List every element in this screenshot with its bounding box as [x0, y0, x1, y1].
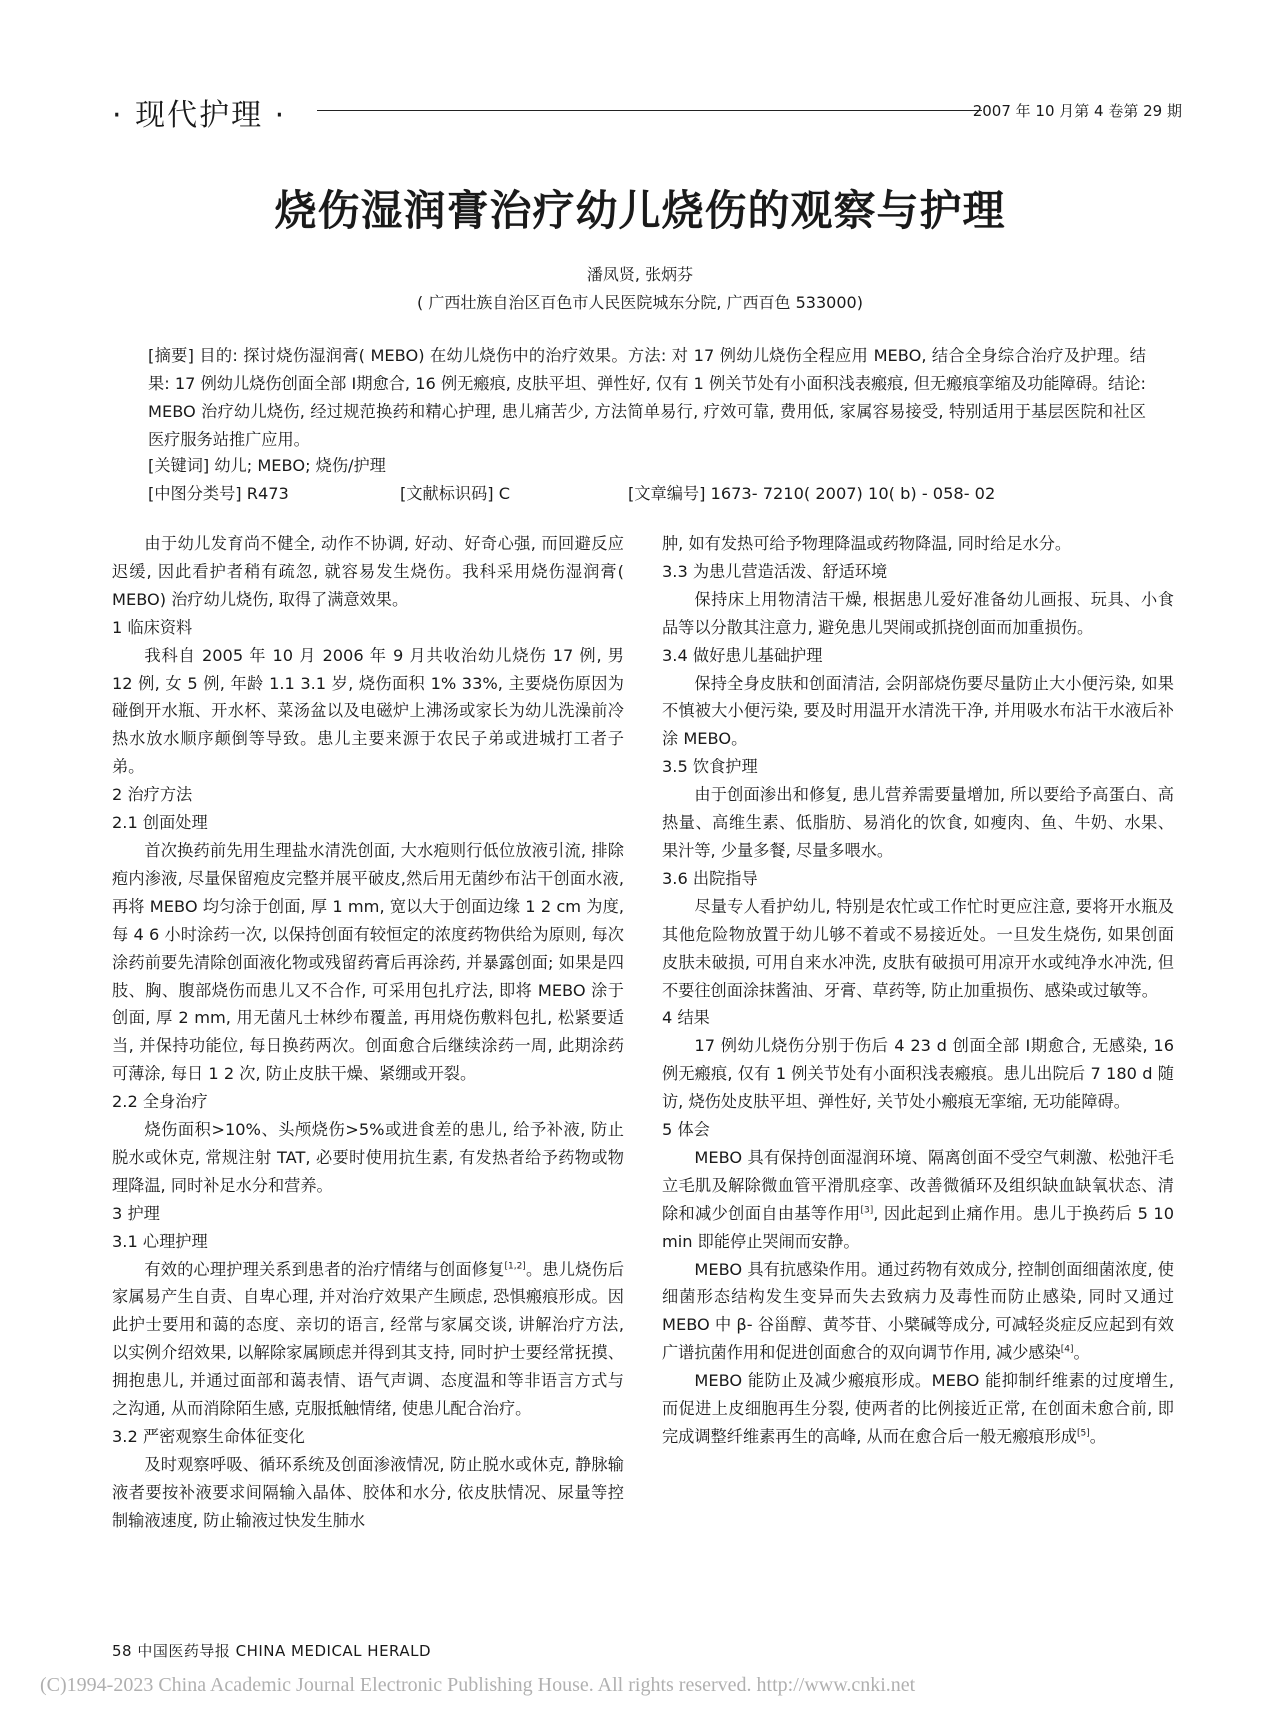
authors: 潘凤贤, 张炳芬 — [586, 265, 694, 284]
body-paragraph: 由于创面渗出和修复, 患儿营养需要量增加, 所以要给予高蛋白、高热量、高维生素、低脂肪、易消化的饮食, 如瘦肉、鱼、牛奶、水果、果汁等, 少量多餐, 尽量多喂水。 — [662, 785, 1174, 860]
body-paragraph: 保持床上用物清洁干燥, 根据患儿爱好准备幼儿画报、玩具、小食品等以分散其注意力, 避免患儿哭闹或抓挠创面而加重损伤。 — [662, 589, 1174, 637]
document-code: [文献标识码] C — [400, 484, 511, 503]
right-column — [662, 530, 1174, 1451]
page-footer: 58 中国医药导报 CHINA MEDICAL HERALD — [112, 1642, 432, 1660]
issue-info: 2007 年 10 月第 4 卷第 29 期 — [972, 102, 1182, 120]
subsection-heading: 3.6 出院指导 — [662, 868, 758, 888]
keywords: [关键词] 幼儿; MEBO; 烧伤/护理 — [148, 456, 386, 475]
subsection-heading: 3.3 为患儿营造活泼、舒适环境 — [662, 561, 888, 581]
section-heading: 1 临床资料 — [112, 617, 193, 637]
section-heading: 5 体会 — [662, 1120, 710, 1140]
subsection-heading: 3.4 做好患儿基础护理 — [662, 645, 823, 665]
affiliation: ( 广西壮族自治区百色市人民医院城东分院, 广西百色 533000) — [417, 293, 863, 312]
text-run: MEBO 具有抗感染作用。通过药物有效成分, 控制创面细菌浓度, 使细菌形态结构发生变异而失去致病力及毒性而防止感染, 同时又通过 MEBO 中 β- 谷甾醇、黄芩苷、小檗碱等成分, 可减轻炎症反应起到有效广谱抗菌作用和促进创面愈合的双向调节作用, 减少感染 — [662, 1259, 1174, 1363]
section-heading: 4 结果 — [662, 1008, 710, 1028]
body-paragraph: 尽量专人看护幼儿, 特别是农忙或工作忙时更应注意, 要将开水瓶及其他危险物放置于幼儿够不着或不易接近处。一旦发生烧伤, 如果创面皮肤未破损, 可用自来水冲洗, 皮肤有破损可用凉开水或纯净水冲洗, 但不要往创面涂抹酱油、牙膏、草药等, 防止加重损伤、感染或过敏等。 — [662, 896, 1174, 1000]
text-run: 。 — [1073, 1343, 1090, 1363]
subsection-heading: 3.2 严密观察生命体征变化 — [112, 1427, 305, 1446]
header-rule — [317, 110, 982, 111]
intro-paragraph: 由于幼儿发育尚不健全, 动作不协调, 好动、好奇心强, 而回避反应迟缓, 因此看护者稍有疏忽, 就容易发生烧伤。我科采用烧伤湿润膏( MEBO) 治疗幼儿烧伤, 取得了满意效果。 — [112, 534, 624, 609]
journal-header — [112, 88, 1182, 133]
abstract — [148, 342, 1146, 454]
body-paragraph: 保持全身皮肤和创面清洁, 会阴部烧伤要尽量防止大小便污染, 如果不慎被大小便污染, 要及时用温开水清洗干净, 并用吸水布沾干水液后补涂 MEBO。 — [662, 673, 1174, 749]
text-run: MEBO 能防止及减少瘢痕形成。MEBO 能抑制纤维素的过度增生, 而促进上皮细胞再生分裂, 使两者的比例接近正常, 在创面未愈合前, 即完成调整纤维素再生的高峰, 从而在愈合后一般无瘢痕形成 — [662, 1371, 1174, 1446]
article-title: 烧伤湿润膏治疗幼儿烧伤的观察与护理 — [274, 186, 1006, 235]
abstract-text: [摘要] 目的: 探讨烧伤湿润膏( MEBO) 在幼儿烧伤中的治疗效果。方法: 对 17 例幼儿烧伤全程应用 MEBO, 结合全身综合治疗及护理。结果: 17 例幼儿烧伤创面全部 Ⅰ期愈合, 16 例无瘢痕, 皮肤平坦、弹性好, 仅有 1 例关节处有小面积浅表瘢痕, 但无瘢痕挛缩及功能障碍。结论: MEBO 治疗幼儿烧伤, 经过规范换药和精心护理, 患儿痛苦少, 方法简单易行, 疗效可靠, 费用低, 家属容易接受, 特别适用于基层医院和社区医疗服务站推广应用。 — [148, 346, 1146, 449]
body-paragraph: 首次换药前先用生理盐水清洗创面, 大水疱则行低位放液引流, 排除疱内渗液, 尽量保留疱皮完整并展平破皮,然后用无菌纱布沾干创面水液, 再将 MEBO 均匀涂于创面, 厚 1 mm, 宽以大于创面边缘 1 2 cm 为度, 每 4 6 小时涂药一次, 以保持创面有较恒定的浓度药物供给为原则, 每次涂药前要先清除创面液化物或残留药膏后再涂药, 并暴露创面; 如果是四肢、胸、腹部烧伤而患儿又不合作, 可采用包扎疗法, 即将 MEBO 涂于创面, 厚 2 mm, 用无菌凡士林纱布覆盖, 再用烧伤敷料包扎, 松紧要适当, 并保持功能位, 每日换药两次。创面愈合后继续涂药一周, 此期涂药可薄涂, 每日 1 2 次, 防止皮肤干燥、紧绷或开裂。 — [112, 840, 624, 1084]
subsection-heading: 3.1 心理护理 — [112, 1231, 208, 1251]
body-paragraph: 我科自 2005 年 10 月 2006 年 9 月共收治幼儿烧伤 17 例, 男 12 例, 女 5 例, 年龄 1.1 3.1 岁, 烧伤面积 1% 33%, 主要烧伤原因为碰倒开水瓶、开水杯、菜汤盆以及电磁炉上沸汤或家长为幼儿洗澡前冷热水放水顺序颠倒等导致。患儿主要来源于农民子弟或进城打工者子弟。 — [112, 645, 624, 777]
left-column — [112, 530, 624, 1535]
body-paragraph — [662, 1367, 1174, 1451]
text-run: 有效的心理护理关系到患者的治疗情绪与创面修复 — [144, 1259, 505, 1279]
subsection-heading: 2.1 创面处理 — [112, 813, 208, 833]
body-paragraph — [112, 1256, 624, 1423]
section-heading: 2 治疗方法 — [112, 785, 193, 805]
column-name: · 现代护理 · — [112, 98, 287, 133]
citation-ref: [4] — [1060, 1344, 1074, 1355]
article-number: [文章编号] 1673- 7210( 2007) 10( b) - 058- 02 — [628, 484, 996, 503]
text-run: 。 — [1089, 1427, 1106, 1446]
text-run: 。患儿烧伤后家属易产生自责、自卑心理, 并对治疗效果产生顾虑, 恐惧瘢痕形成。因此护士要用和蔼的态度、亲切的语言, 经常与家属交谈, 讲解治疗方法, 以实例介绍效果, 以解除家属顾虑并得到其支持, 同时护士要经常抚摸、拥抱患儿, 并通过面部和蔼表情、语气声调、态度温和等非语言方式与之沟通, 从而消除陌生感, 克服抵触情绪, 使患儿配合治疗。 — [112, 1259, 625, 1419]
classification-row — [148, 480, 1146, 508]
body-paragraph: 肿, 如有发热可给予物理降温或药物降温, 同时给足水分。 — [662, 534, 1072, 553]
subsection-heading: 3.5 饮食护理 — [662, 757, 758, 777]
citation-ref: [5] — [1076, 1428, 1090, 1439]
section-heading: 3 护理 — [112, 1203, 160, 1223]
clc-number: [中图分类号] R473 — [148, 484, 289, 503]
text-run: MEBO 具有保持创面湿润环境、隔离创面不受空气刺激、松弛汗毛立毛肌及解除微血管平滑肌痉挛、改善微循环及组织缺血缺氧状态、清除和减少创面自由基等作用 — [662, 1147, 1174, 1223]
subsection-heading: 2.2 全身治疗 — [112, 1092, 208, 1112]
body-paragraph — [662, 1144, 1174, 1256]
body-paragraph — [662, 1256, 1174, 1368]
citation-ref: [1,2] — [504, 1261, 526, 1272]
copyright-notice: (C)1994-2023 China Academic Journal Electronic Publishing House. All rights reserved. http://www.cnki.net — [40, 1674, 916, 1696]
body-paragraph: 17 例幼儿烧伤分别于伤后 4 23 d 创面全部 Ⅰ期愈合, 无感染, 16 例无瘢痕, 仅有 1 例关节处有小面积浅表瘢痕。患儿出院后 7 180 d 随访, 烧伤处皮肤平坦、弹性好, 关节处小瘢痕无挛缩, 无功能障碍。 — [662, 1036, 1174, 1112]
text-run: , 因此起到止痛作用。患儿于换药后 5 10 min 即能停止哭闹而安静。 — [662, 1203, 1174, 1251]
citation-ref: [3] — [860, 1205, 874, 1216]
body-paragraph: 及时观察呼吸、循环系统及创面渗液情况, 防止脱水或休克, 静脉输液者要按补液要求间隔输入晶体、胶体和水分, 依皮肤情况、尿量等控制输液速度, 防止输液过快发生肺水 — [112, 1454, 624, 1530]
body-paragraph: 烧伤面积>10%、头颅烧伤>5%或进食差的患儿, 给予补液, 防止脱水或休克, 常规注射 TAT, 必要时使用抗生素, 有发热者给予药物或物理降温, 同时补足水分和营养。 — [112, 1120, 624, 1195]
